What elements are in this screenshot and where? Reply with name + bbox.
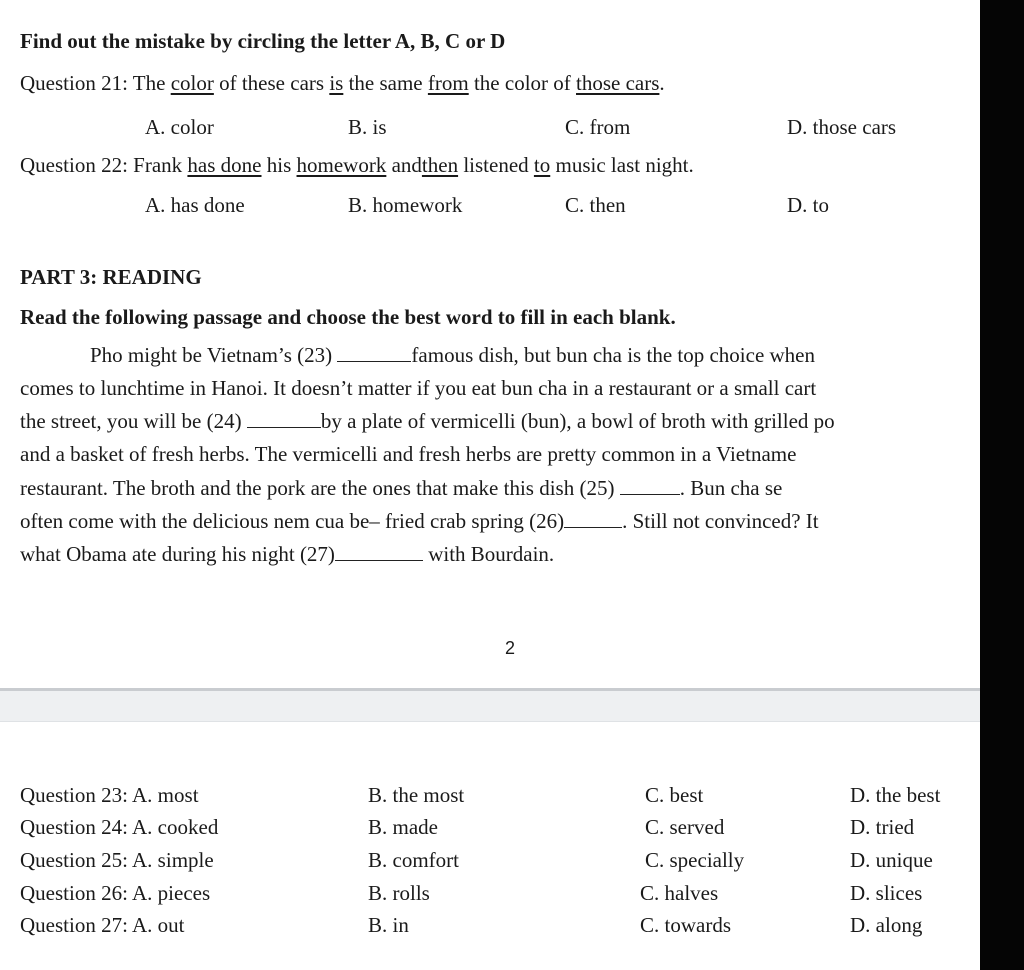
q23-option-a[interactable]: A. most (132, 783, 199, 807)
q21-option-d[interactable]: D. those cars (787, 115, 897, 139)
q22-underlined-d: to (533, 153, 551, 177)
answer-row-label: Question 26: (20, 881, 128, 905)
q24-option-d[interactable]: D. tried (850, 815, 915, 839)
answer-row-24 (20, 814, 218, 840)
q27-option-d[interactable]: D. along (850, 913, 923, 937)
blank-24[interactable] (247, 409, 321, 428)
passage-line-5 (20, 475, 782, 501)
q22-option-d[interactable]: D. to (787, 193, 829, 217)
question-21-label: Question 21: (20, 71, 128, 95)
q21-text: The (132, 71, 166, 95)
q26-option-b[interactable]: B. rolls (368, 881, 430, 905)
q22-text: his (266, 153, 292, 177)
passage-text: the street, you will be (24) (20, 409, 242, 433)
passage-text: restaurant. The broth and the pork are the ones that make this dish (25) (20, 476, 615, 500)
q24-option-c[interactable]: C. served (645, 815, 725, 839)
answer-row-25 (20, 847, 214, 873)
passage-text: . Still not convinced? It (622, 509, 819, 533)
q21-text: . (659, 71, 665, 95)
q21-underlined-b: is (329, 71, 344, 95)
passage-line-6 (20, 508, 819, 534)
q22-underlined-a: has done (187, 153, 262, 177)
q22-option-b[interactable]: B. homework (348, 193, 463, 217)
q27-option-a[interactable]: A. out (132, 913, 185, 937)
q27-option-c[interactable]: C. towards (640, 913, 731, 937)
q22-text: listened (463, 153, 529, 177)
q23-option-d[interactable]: D. the best (850, 783, 941, 807)
q24-option-a[interactable]: A. cooked (132, 815, 219, 839)
passage-line-1 (90, 342, 815, 368)
q22-text: Frank (133, 153, 183, 177)
q26-option-c[interactable]: C. halves (640, 881, 719, 905)
q24-option-b[interactable]: B. made (368, 815, 438, 839)
answer-row-label: Question 24: (20, 815, 128, 839)
q21-text: the color of (473, 71, 571, 95)
q23-option-b[interactable]: B. the most (368, 783, 465, 807)
part3-instruction: Read the following passage and choose the best word to fill in each blank. (20, 305, 676, 329)
q25-option-b[interactable]: B. comfort (368, 848, 459, 872)
answer-row-label: Question 23: (20, 783, 128, 807)
part3-heading: PART 3: READING (20, 265, 202, 289)
q21-option-b[interactable]: B. is (348, 115, 387, 139)
q21-text: the same (348, 71, 423, 95)
passage-text: by a plate of vermicelli (bun), a bowl of broth with grilled po (320, 409, 835, 433)
question-21 (20, 70, 665, 96)
answer-row-27 (20, 912, 185, 938)
q21-underlined-c: from (427, 71, 469, 95)
question-22 (20, 152, 694, 178)
mistake-section-heading: Find out the mistake by circling the letter A, B, C or D (20, 29, 506, 53)
q26-option-a[interactable]: A. pieces (132, 881, 211, 905)
answer-row-label: Question 25: (20, 848, 128, 872)
answer-row-23 (20, 782, 199, 808)
q22-text: and (391, 153, 422, 177)
passage-text: famous dish, but bun cha is the top choice when (411, 343, 816, 367)
q27-option-b[interactable]: B. in (368, 913, 409, 937)
q22-text: music last night. (555, 153, 694, 177)
blank-23[interactable] (337, 343, 411, 362)
passage-line-7 (20, 541, 554, 567)
passage-line-4: and a basket of fresh herbs. The vermicelli and fresh herbs are pretty common in a Vietname (20, 442, 797, 466)
blank-25[interactable] (620, 476, 680, 495)
page-break-separator (0, 688, 980, 722)
q26-option-d[interactable]: D. slices (850, 881, 923, 905)
q21-underlined-a: color (170, 71, 214, 95)
q25-option-a[interactable]: A. simple (132, 848, 214, 872)
page-number: 2 (505, 638, 516, 658)
passage-text: often come with the delicious nem cua be– fried crab spring (26) (20, 509, 565, 533)
q22-option-a[interactable]: A. has done (145, 193, 245, 217)
q25-option-d[interactable]: D. unique (850, 848, 933, 872)
passage-line-2: comes to lunchtime in Hanoi. It doesn’t matter if you eat bun cha in a restaurant or a small cart (20, 376, 817, 400)
answer-row-26 (20, 880, 210, 906)
passage-text: what Obama ate during his night (27) (20, 542, 335, 566)
screen-edge-bar (980, 0, 1024, 970)
q22-underlined-c: then (421, 153, 459, 177)
question-22-label: Question 22: (20, 153, 128, 177)
q22-underlined-b: homework (296, 153, 387, 177)
blank-27[interactable] (335, 542, 423, 561)
q25-option-c[interactable]: C. specially (645, 848, 745, 872)
q23-option-c[interactable]: C. best (645, 783, 704, 807)
passage-text: . Bun cha se (679, 476, 783, 500)
q22-option-c[interactable]: C. then (565, 193, 626, 217)
blank-26[interactable] (564, 509, 622, 528)
q21-text: of these cars (219, 71, 325, 95)
passage-line-3 (20, 408, 835, 434)
passage-text: with Bourdain. (428, 542, 555, 566)
q21-option-c[interactable]: C. from (565, 115, 631, 139)
q21-underlined-d: those cars (576, 71, 660, 95)
q21-option-a[interactable]: A. color (145, 115, 214, 139)
answer-row-label: Question 27: (20, 913, 128, 937)
passage-text: Pho might be Vietnam’s (23) (90, 343, 333, 367)
